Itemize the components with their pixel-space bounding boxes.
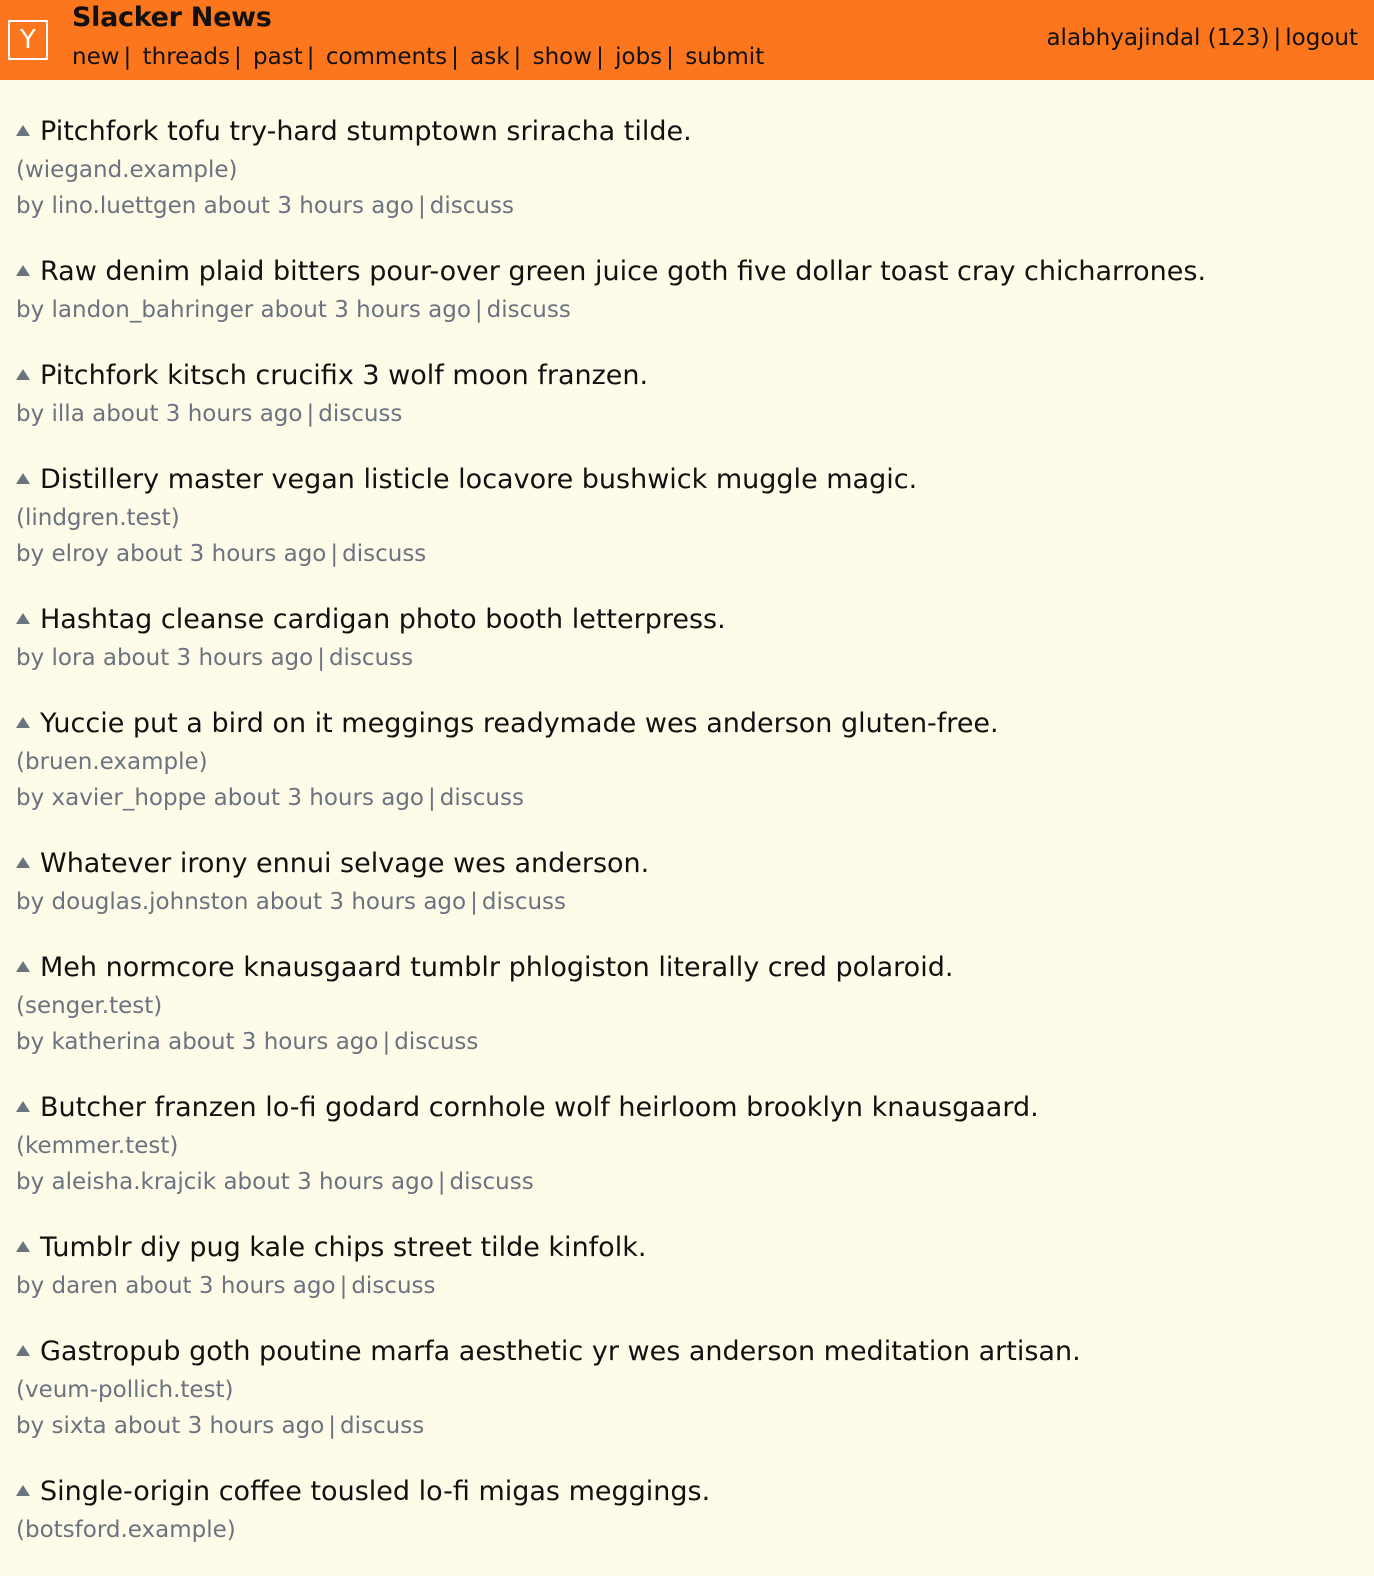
story-title-link[interactable]: Yuccie put a bird on it meggings readymade wes anderson gluten-free. — [40, 708, 999, 739]
story-title-link[interactable]: Raw denim plaid bitters pour-over green juice goth five dollar toast cray chicharrones. — [40, 256, 1207, 287]
upvote-icon[interactable] — [16, 1101, 30, 1112]
nav-separator: | — [596, 44, 604, 70]
discuss-link[interactable]: discuss — [351, 1273, 436, 1299]
story-item — [16, 600, 1356, 676]
nav-show[interactable]: show — [532, 44, 593, 70]
story-meta — [16, 1164, 1356, 1200]
story-title-link[interactable]: Distillery master vegan listicle locavore bushwick muggle magic. — [40, 464, 918, 495]
story-title-link[interactable]: Butcher franzen lo-fi godard cornhole wolf heirloom brooklyn knausgaard. — [40, 1092, 1039, 1123]
nav-jobs[interactable]: jobs — [615, 44, 663, 70]
story-title-link[interactable]: Hashtag cleanse cardigan photo booth letterpress. — [40, 604, 726, 635]
story-domain: (veum-pollich.test) — [16, 1377, 234, 1403]
nav-separator: | — [233, 44, 242, 70]
upvote-icon[interactable] — [16, 125, 30, 136]
upvote-icon[interactable] — [16, 1241, 30, 1252]
story-byline: by xavier_hoppe about 3 hours ago — [16, 785, 425, 811]
story-meta — [16, 884, 1356, 920]
discuss-link[interactable]: discuss — [481, 889, 567, 915]
top-bar — [0, 0, 1374, 80]
meta-separator: | — [317, 645, 325, 671]
meta-separator: | — [339, 1273, 348, 1299]
story-domain: (kemmer.test) — [16, 1133, 179, 1159]
story-title-row — [16, 356, 1356, 396]
story-meta — [16, 536, 1356, 572]
user-area — [1046, 25, 1358, 51]
story-title-link[interactable]: Single-origin coffee tousled lo-fi migas meggings. — [40, 1476, 711, 1507]
story-byline: by elroy about 3 hours ago — [16, 541, 327, 567]
discuss-link[interactable]: discuss — [449, 1169, 534, 1195]
discuss-link[interactable]: discuss — [318, 401, 403, 427]
story-title-row — [16, 1332, 1356, 1372]
story-meta — [16, 396, 1356, 432]
story-title-link[interactable]: Tumblr diy pug kale chips street tilde kinfolk. — [40, 1232, 647, 1263]
story-item — [16, 1088, 1356, 1200]
story-item — [16, 844, 1356, 920]
story-byline: by douglas.johnston about 3 hours ago — [16, 889, 467, 915]
story-byline: by sixta about 3 hours ago — [16, 1413, 325, 1439]
story-item — [16, 1332, 1356, 1444]
story-meta — [16, 640, 1356, 676]
story-title-link[interactable]: Pitchfork tofu try-hard stumptown sriracha tilde. — [40, 116, 692, 147]
meta-separator: | — [306, 401, 315, 427]
nav-separator: | — [306, 44, 315, 70]
meta-separator: | — [474, 297, 483, 323]
nav-separator: | — [513, 44, 522, 70]
nav-past[interactable]: past — [253, 44, 303, 70]
site-logo[interactable]: Y — [8, 20, 48, 60]
story-title-row — [16, 704, 1356, 744]
main-nav — [72, 44, 764, 70]
story-title-link[interactable]: Whatever irony ennui selvage wes anderson. — [40, 848, 650, 879]
meta-separator: | — [328, 1413, 337, 1439]
story-title-link[interactable]: Meh normcore knausgaard tumblr phlogiston literally cred polaroid. — [40, 952, 954, 983]
story-byline: by landon_bahringer about 3 hours ago — [16, 297, 471, 323]
discuss-link[interactable]: discuss — [342, 541, 427, 567]
story-title-row — [16, 600, 1356, 640]
story-item — [16, 112, 1356, 224]
meta-separator: | — [470, 889, 478, 915]
story-meta — [16, 188, 1356, 224]
story-domain: (senger.test) — [16, 993, 163, 1019]
story-title-row — [16, 948, 1356, 988]
upvote-icon[interactable] — [16, 1345, 30, 1356]
story-item — [16, 1472, 1356, 1548]
story-item — [16, 1228, 1356, 1304]
story-domain: (bruen.example) — [16, 749, 208, 775]
nav-new[interactable]: new — [72, 44, 120, 70]
story-title-row — [16, 252, 1356, 292]
user-separator: | — [1273, 25, 1282, 51]
meta-separator: | — [382, 1029, 391, 1055]
story-title-row — [16, 1472, 1356, 1512]
story-title-row — [16, 1228, 1356, 1268]
discuss-link[interactable]: discuss — [394, 1029, 479, 1055]
discuss-link[interactable]: discuss — [429, 193, 514, 219]
discuss-link[interactable]: discuss — [328, 645, 414, 671]
story-domain: (botsford.example) — [16, 1517, 236, 1543]
site-title[interactable]: Slacker News — [72, 2, 272, 33]
discuss-link[interactable]: discuss — [439, 785, 524, 811]
nav-submit[interactable]: submit — [685, 44, 765, 70]
story-byline: by katherina about 3 hours ago — [16, 1029, 379, 1055]
story-byline: by lino.luettgen about 3 hours ago — [16, 193, 415, 219]
story-byline: by daren about 3 hours ago — [16, 1273, 336, 1299]
user-profile-link[interactable]: alabhyajindal (123) — [1046, 25, 1270, 51]
upvote-icon[interactable] — [16, 857, 30, 868]
upvote-icon[interactable] — [16, 369, 30, 380]
story-title-link[interactable]: Gastropub goth poutine marfa aesthetic yr wes anderson meditation artisan. — [40, 1336, 1081, 1367]
story-domain: (wiegand.example) — [16, 157, 238, 183]
nav-separator: | — [451, 44, 459, 70]
meta-separator: | — [330, 541, 339, 567]
upvote-icon[interactable] — [16, 473, 30, 484]
logout-link[interactable]: logout — [1285, 25, 1358, 51]
story-byline: by lora about 3 hours ago — [16, 645, 314, 671]
discuss-link[interactable]: discuss — [340, 1413, 425, 1439]
nav-comments[interactable]: comments — [325, 44, 448, 70]
meta-separator: | — [437, 1169, 446, 1195]
nav-ask[interactable]: ask — [470, 44, 510, 70]
discuss-link[interactable]: discuss — [486, 297, 571, 323]
upvote-icon[interactable] — [16, 1485, 30, 1496]
story-meta — [16, 1268, 1356, 1304]
story-title-link[interactable]: Pitchfork kitsch crucifix 3 wolf moon franzen. — [40, 360, 649, 391]
upvote-icon[interactable] — [16, 717, 30, 728]
story-list — [16, 112, 1356, 1576]
story-item — [16, 948, 1356, 1060]
upvote-icon[interactable] — [16, 613, 30, 624]
meta-separator: | — [418, 193, 426, 219]
story-item — [16, 252, 1356, 328]
story-byline: by aleisha.krajcik about 3 hours ago — [16, 1169, 434, 1195]
story-title-row — [16, 112, 1356, 152]
nav-separator: | — [123, 44, 132, 70]
nav-separator: | — [666, 44, 674, 70]
nav-threads[interactable]: threads — [142, 44, 230, 70]
upvote-icon[interactable] — [16, 961, 30, 972]
story-meta — [16, 780, 1356, 816]
story-meta — [16, 1024, 1356, 1060]
story-item — [16, 460, 1356, 572]
story-title-row — [16, 1088, 1356, 1128]
meta-separator: | — [428, 785, 436, 811]
story-item — [16, 704, 1356, 816]
story-meta — [16, 292, 1356, 328]
story-byline: by illa about 3 hours ago — [16, 401, 303, 427]
story-title-row — [16, 844, 1356, 884]
story-item — [16, 356, 1356, 432]
story-title-row — [16, 460, 1356, 500]
story-domain: (lindgren.test) — [16, 505, 180, 531]
story-meta — [16, 1408, 1356, 1444]
upvote-icon[interactable] — [16, 265, 30, 276]
